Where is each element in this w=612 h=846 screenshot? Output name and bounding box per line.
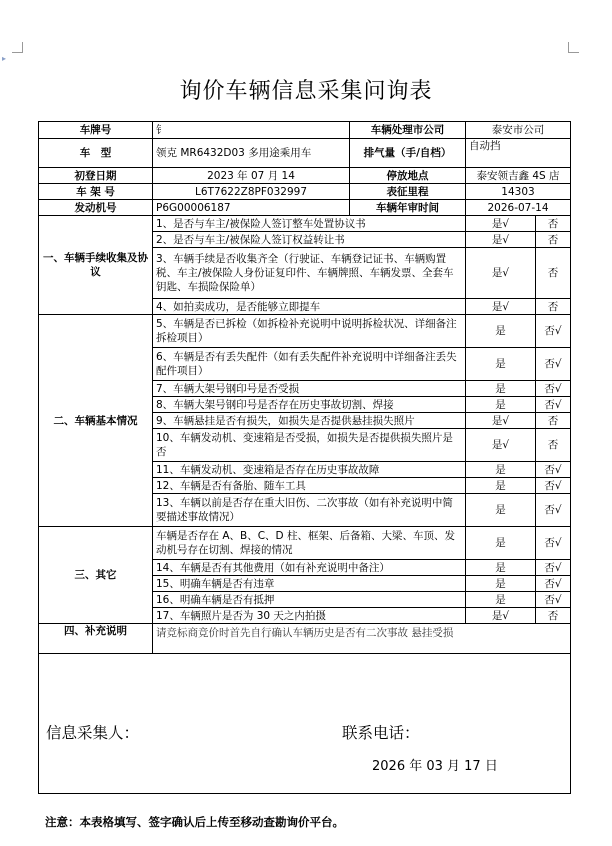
supplement-row [39, 624, 571, 654]
no-option: 否 [536, 299, 571, 315]
yes-option: 是 [466, 576, 536, 592]
question-text: 13、车辆以前是否存在重大旧伤、二次事故（如有补充说明中简要描述事故情况） [153, 494, 466, 527]
frame-value: L6T7622Z8PF032997 [153, 184, 350, 200]
question-text: 8、车辆大架号钢印号是否存在历史事故切割、焊接 [153, 397, 466, 413]
question-text: 16、明确车辆是否有抵押 [153, 592, 466, 608]
row-frame [39, 184, 571, 200]
yes-option: 是√ [466, 429, 536, 462]
phone-label: 联系电话： [342, 724, 420, 742]
yes-option: 是 [466, 560, 536, 576]
no-option: 否√ [536, 315, 571, 348]
sign-date: 2026 年 03 月 17 日 [372, 759, 498, 774]
parking-value: 泰安领吉鑫 4S 店 [466, 168, 571, 184]
no-option: 否 [536, 413, 571, 429]
row-engine [39, 200, 571, 216]
model-value: 领克 MR6432D03 多用途乘用车 [153, 139, 350, 168]
crop-mark-top-left [12, 42, 23, 53]
question-text: 4、如拍卖成功，是否能够立即提车 [153, 299, 466, 315]
no-option: 否√ [536, 527, 571, 560]
no-option: 否√ [536, 478, 571, 494]
row-plate [39, 122, 571, 139]
yes-option: 是√ [466, 299, 536, 315]
no-option: 否√ [536, 576, 571, 592]
gearbox-label: 排气量（手/自档） [350, 139, 466, 168]
no-option: 否√ [536, 381, 571, 397]
handler-label: 车辆处理市公司 [350, 122, 466, 139]
question-text: 10、车辆发动机、变速箱是否受损，如损失是否提供损失照片是否 [153, 429, 466, 462]
section-title: 三、其它 [39, 527, 153, 624]
no-option: 否 [536, 429, 571, 462]
inquiry-form-table [38, 121, 571, 794]
no-option: 否√ [536, 494, 571, 527]
crop-mark-top-right [568, 42, 579, 53]
question-text: 5、车辆是否已拆检（如拆检补充说明中说明拆检状况、详细备注拆检项目） [153, 315, 466, 348]
section-title: 一、车辆手续收集及协议 [39, 216, 153, 315]
mileage-value: 14303 [466, 184, 571, 200]
footnote: 注意：本表格填写、签字确认后上传至移动查勘询价平台。 [45, 815, 344, 829]
checklist-row [39, 315, 571, 348]
reg-date-value: 2023 年 07 月 14 [153, 168, 350, 184]
row-reg-date [39, 168, 571, 184]
frame-label: 车 架 号 [39, 184, 153, 200]
yes-option: 是 [466, 348, 536, 381]
checklist-row [39, 527, 571, 560]
gearbox-value: 自动挡 [466, 139, 571, 168]
model-label: 车 型 [39, 139, 153, 168]
no-option: 否√ [536, 348, 571, 381]
question-text: 2、是否与车主/被保险人签订权益转让书 [153, 232, 466, 248]
question-text: 6、车辆是否有丢失配件（如有丢失配件补充说明中详细备注丢失配件项目） [153, 348, 466, 381]
yes-option: 是 [466, 494, 536, 527]
reg-date-label: 初登日期 [39, 168, 153, 184]
inspection-value: 2026-07-14 [466, 200, 571, 216]
margin-marker-icon: ▸ [2, 54, 7, 63]
section-title: 四、补充说明 [39, 624, 153, 654]
yes-option: 是 [466, 397, 536, 413]
question-text: 15、明确车辆是否有违章 [153, 576, 466, 592]
yes-option: 是√ [466, 216, 536, 232]
question-text: 14、车辆是否有其他费用（如有补充说明中备注） [153, 560, 466, 576]
handler-value: 泰安市公司 [466, 122, 571, 139]
no-option: 否 [536, 608, 571, 624]
question-text: 9、车辆悬挂是否有损失，如损失是否提供悬挂损失照片 [153, 413, 466, 429]
question-text: 12、车辆是否有备胎、随车工具 [153, 478, 466, 494]
no-option: 否 [536, 232, 571, 248]
no-option: 否√ [536, 462, 571, 478]
question-text: 车辆是否存在 A、B、C、D 柱、框架、后备箱、大梁、车顶、发动机号存在切割、焊接的情况 [153, 527, 466, 560]
no-option: 否√ [536, 397, 571, 413]
plate-value: 钅 [153, 122, 350, 139]
no-option: 否 [536, 216, 571, 232]
yes-option: 是 [466, 381, 536, 397]
question-text: 17、车辆照片是否为 30 天之内拍摄 [153, 608, 466, 624]
question-text: 11、车辆发动机、变速箱是否存在历史事故故障 [153, 462, 466, 478]
collector-label: 信息采集人： [46, 724, 140, 742]
section-title: 二、车辆基本情况 [39, 315, 153, 527]
engine-label: 发动机号 [39, 200, 153, 216]
question-text: 3、车辆手续是否收集齐全（行驶证、车辆登记证书、车辆购置税、车主/被保险人身份证复印件、车辆牌照、车辆发票、全套车钥匙、车损险保险单） [153, 248, 466, 299]
supplement-note: 请竞标商竞价时首先自行确认车辆历史是否有二次事故 悬挂受损 [153, 624, 571, 654]
row-model [39, 139, 571, 168]
yes-option: 是 [466, 527, 536, 560]
yes-option: 是 [466, 315, 536, 348]
no-option: 否√ [536, 560, 571, 576]
plate-label: 车牌号 [39, 122, 153, 139]
mileage-label: 表征里程 [350, 184, 466, 200]
page-title: 询价车辆信息采集问询表 [179, 79, 433, 104]
question-text: 1、是否与车主/被保险人签订整车处置协议书 [153, 216, 466, 232]
yes-option: 是√ [466, 608, 536, 624]
yes-option: 是√ [466, 248, 536, 299]
question-text: 7、车辆大架号钢印号是否受损 [153, 381, 466, 397]
no-option: 否√ [536, 592, 571, 608]
checklist-row [39, 216, 571, 232]
no-option: 否 [536, 248, 571, 299]
yes-option: 是 [466, 478, 536, 494]
engine-value: P6G00006187 [153, 200, 350, 216]
yes-option: 是 [466, 462, 536, 478]
yes-option: 是√ [466, 232, 536, 248]
yes-option: 是 [466, 592, 536, 608]
inspection-label: 车辆年审时间 [350, 200, 466, 216]
parking-label: 停放地点 [350, 168, 466, 184]
yes-option: 是√ [466, 413, 536, 429]
